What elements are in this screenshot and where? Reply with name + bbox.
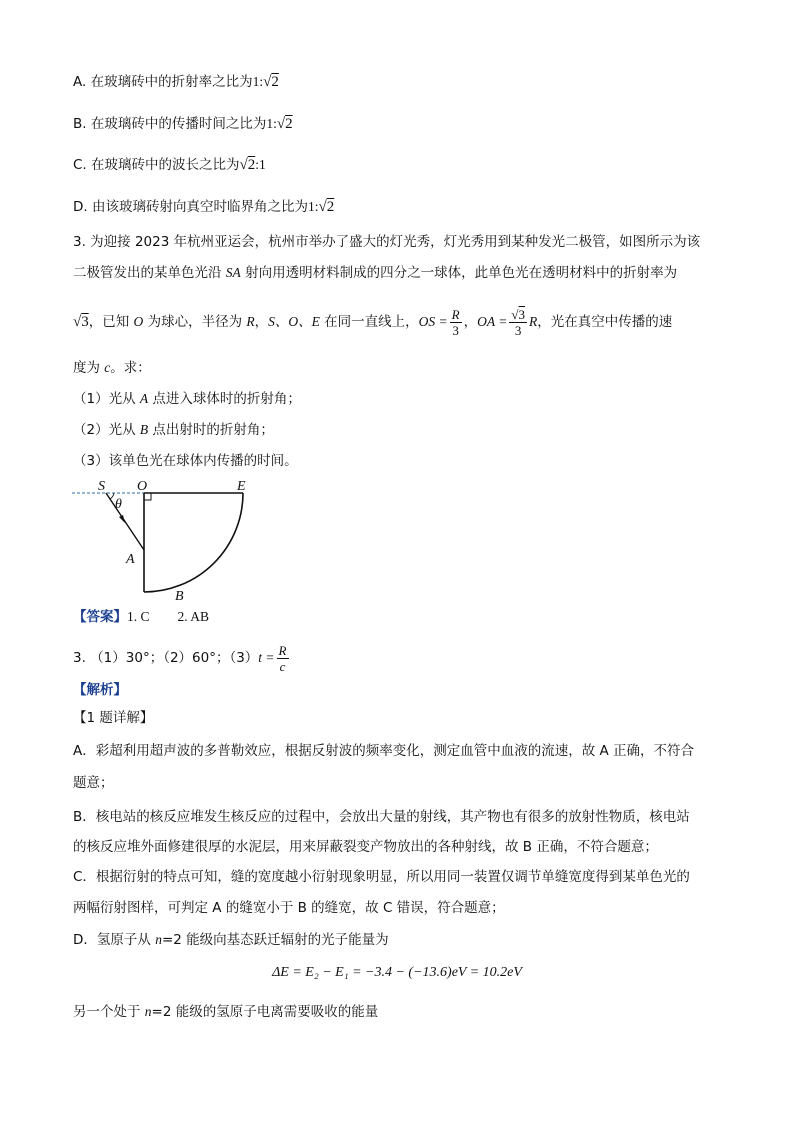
analysis-d-line1 — [73, 930, 389, 950]
ratio-one: 1: — [252, 74, 264, 89]
q3-oa-num-radicand: 3 — [518, 306, 525, 322]
analysis-a-line2: 题意； — [73, 775, 114, 791]
q3-speed-c: c — [104, 360, 111, 375]
answer-3-prefix: 3. （1）30°；（2）60°；（3） — [73, 650, 259, 666]
quarter-arc — [144, 493, 243, 592]
option-d-text: D. 由该玻璃砖射向真空时临界角之比为 — [73, 199, 308, 215]
q3-intro-2a: 二极管发出的某单色光沿 — [73, 265, 226, 281]
q3-given-b: 为球心，半径为 — [143, 314, 247, 330]
ratio-one: 1: — [266, 116, 277, 131]
q3-given-e: ，光在真空中传播的速 — [537, 314, 673, 330]
q3-given-d: 在同一直线上， — [319, 314, 419, 330]
q3-sub1 — [73, 389, 301, 409]
q3-sub2-point: B — [139, 422, 149, 437]
q3-oa-lhs: OA = — [477, 314, 508, 329]
q3-os-num: R — [451, 306, 460, 322]
analysis-b-line1: B．核电站的核反应堆发生核反应的过程中，会放出大量的射线，其产物也有很多的放射性物质，核电站 — [73, 809, 690, 825]
analysis-d-n: n — [155, 932, 162, 947]
sqrt-two-radicand: 2 — [271, 74, 279, 90]
q3-sub1-a: （1）光从 — [73, 391, 140, 407]
quarter-sphere-diagram — [70, 475, 270, 605]
sqrt-two-radicand: 2 — [326, 199, 335, 215]
analysis-c-line1: C．根据衍射的特点可知，缝的宽度越小衍射现象明显，所以用同一装置仅调节单缝宽度得到某单色光的 — [73, 869, 690, 885]
answer-2: 2. AB — [177, 609, 210, 624]
answer-1: 1. C — [127, 609, 150, 624]
analysis-b-line2: 的核反应堆外面修建很厚的水泥层，用来屏蔽裂变产物放出的各种射线，故 B 正确，不符合题意； — [73, 839, 658, 855]
answer-3-t: t = — [258, 650, 275, 665]
incident-ray — [106, 493, 144, 550]
option-c — [73, 155, 266, 175]
option-a-text: A. 在玻璃砖中的折射率之比为 — [73, 74, 253, 90]
label-s: S — [98, 479, 105, 494]
analysis-tag: 【解析】 — [73, 682, 127, 698]
option-c-text: C. 在玻璃砖中的波长之比为 — [73, 157, 240, 173]
sqrt-two: √2 — [263, 74, 279, 90]
energy-equation: ΔE = E₂ − E₁ = −3.4 − (−13.6)eV = 10.2eV — [272, 965, 522, 980]
analysis-last-n: n — [144, 1004, 152, 1019]
q3-sub3: （3）该单色光在球体内传播的时间。 — [73, 453, 298, 469]
answer-3-den: c — [279, 658, 286, 674]
q3-oa-r: R — [529, 314, 538, 329]
sqrt-two: √2 — [318, 199, 335, 215]
q3-oa-num: √3 — [511, 306, 525, 322]
analysis-c-line2: 两幅衍射图样，可判定 A 的缝宽小于 B 的缝宽，故 C 错误，符合题意； — [73, 900, 505, 916]
sqrt-three: √3 — [73, 314, 89, 330]
answer-tag: 【答案】 — [73, 609, 127, 625]
analysis-last-line — [73, 1002, 378, 1022]
q3-radius-r: R — [246, 314, 255, 329]
q3-oa-fraction — [509, 307, 527, 338]
option-b — [73, 114, 293, 134]
q3-point-o: O — [133, 314, 144, 329]
q3-speed-b: 。求： — [110, 360, 151, 376]
option-d — [73, 197, 334, 217]
analysis-a-line1: A．彩超利用超声波的多普勒效应，根据反射波的频率变化，测定血管中血液的流速，故 A 正确，不符合 — [73, 743, 695, 759]
q3-os-den: 3 — [452, 322, 459, 338]
sqrt-two-radicand: 2 — [247, 157, 256, 173]
option-a — [73, 72, 279, 92]
answer-3-fraction — [277, 643, 289, 674]
sqrt-two: √2 — [239, 157, 256, 173]
q3-given-line — [73, 306, 672, 338]
right-angle-marker — [144, 493, 151, 500]
q3-sub2 — [73, 420, 274, 440]
option-b-text: B. 在玻璃砖中的传播时间之比为 — [73, 116, 267, 132]
q3-sub2-a: （2）光从 — [73, 422, 140, 438]
q3-intro-2b: 射向用透明材料制成的四分之一球体，此单色光在透明材料中的折射率为 — [240, 265, 678, 281]
q3-oa-den: 3 — [514, 322, 522, 338]
sqrt-two: √2 — [276, 116, 293, 132]
q3-intro-line1: 3. 为迎接 2023 年杭州亚运会，杭州市举办了盛大的灯光秀，灯光秀用到某种发光二极管，如图所示为该 — [73, 234, 701, 250]
q3-os-fraction — [450, 307, 462, 338]
q3-sub1-point: A — [139, 391, 149, 406]
ratio-tail: :1 — [255, 157, 266, 172]
analysis-d-1a: D．氢原子从 — [73, 932, 156, 948]
q3-given-a: ，已知 — [88, 314, 134, 330]
label-e: E — [237, 479, 246, 494]
label-a: A — [126, 552, 135, 567]
q3-comma: ， — [463, 314, 478, 330]
q3-speed-line — [73, 358, 151, 378]
theta-arc — [110, 493, 114, 499]
q3-points-soe: S、O、E — [268, 314, 320, 329]
ratio-one: 1: — [307, 199, 319, 214]
sqrt-two-radicand: 2 — [285, 116, 293, 132]
q3-given-c: ， — [254, 314, 269, 330]
answer-3-line — [73, 642, 291, 674]
label-theta: θ — [115, 497, 122, 512]
analysis-last-b: =2 能级的氢原子电离需要吸收的能量 — [151, 1004, 379, 1020]
analysis-d-1b: =2 能级向基态跃迁辐射的光子能量为 — [161, 932, 389, 948]
q3-sub1-b: 点进入球体时的折射角； — [148, 391, 301, 407]
q3-intro-line2 — [73, 263, 677, 283]
sqrt-three-radicand: 3 — [81, 314, 89, 330]
q3-sub2-b: 点出射时的折射角； — [148, 422, 274, 438]
analysis-last-a: 另一个处于 — [73, 1004, 145, 1020]
q3-sa: SA — [225, 265, 241, 280]
label-o: O — [137, 479, 148, 494]
q3-speed-a: 度为 — [73, 360, 105, 376]
q3-os-lhs: OS = — [418, 314, 448, 329]
label-b: B — [175, 589, 184, 604]
answer-line — [73, 607, 209, 627]
detail-1-tag: 【1 题详解】 — [73, 710, 154, 726]
answer-3-num: R — [278, 642, 287, 658]
